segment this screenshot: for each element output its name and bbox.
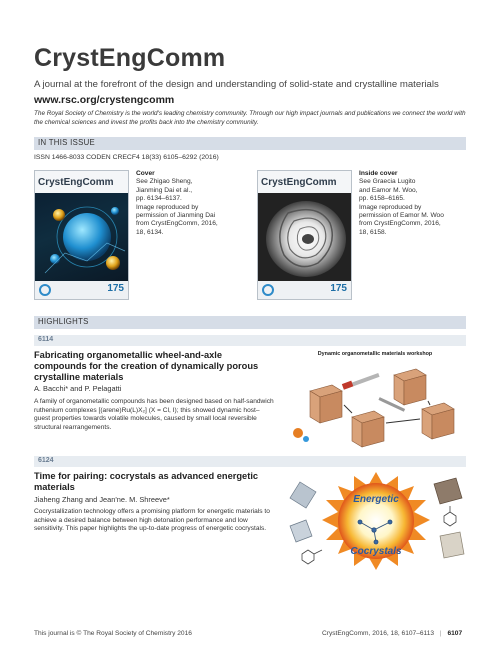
highlight-abstract: A family of organometallic compounds has been designed based on half-sandwich ruthenium complexes [(arene)Ru(L)X₂] (X = Cl, I); this showed dynamic host–guest properties towards volatile molecules, caused by small local reversible structural rearrangements.	[34, 398, 274, 431]
highlight-page-bar	[34, 335, 466, 346]
in-this-issue-bar	[34, 137, 466, 150]
highlight-title[interactable]: Time for pairing: cocrystals as advanced energetic materials	[34, 471, 259, 492]
rsc-logo-icon	[262, 284, 274, 296]
rsc-logo-icon	[39, 284, 51, 296]
footer-citation-text: CrystEngComm, 2016, 18, 6107–6113	[322, 630, 435, 637]
inside-cover-caption: Inside cover See Graecia Lugito and Eamor M. Woo, pp. 6158–6165. Image reproduced by permission of Eamor M. Woo from CrystEngComm, 2016, 18, 6158.	[359, 170, 444, 236]
in-this-issue-heading: IN THIS ISSUE	[38, 138, 96, 147]
highlight-graphic-workshop	[282, 351, 468, 453]
highlights-bar	[34, 316, 466, 329]
graphic-word-cocrystals: Cocrystals	[350, 546, 402, 557]
rsc-blurb: The Royal Society of Chemistry is the world's leading chemistry community. Through our high impact journals and publications we connect the world with the chemical sciences and invest the profits back into the chemistry community.	[34, 110, 466, 126]
issn-line: ISSN 1466-8033 CODEN CRECF4 18(33) 6105–6292 (2016)	[34, 154, 219, 161]
highlight-page-number[interactable]: 6114	[38, 336, 54, 343]
cover-issue-number: 175	[330, 283, 347, 294]
graphic-word-energetic: Energetic	[353, 494, 399, 505]
front-cover-caption: Cover See Zhigao Sheng, Jianming Dai et al., pp. 6134–6137. Image reproduced by permission of Jianming Dai from CrystEngComm, 2016, 18, 6134.	[136, 170, 218, 236]
highlight-page-number[interactable]: 6124	[38, 457, 54, 464]
highlights-heading: HIGHLIGHTS	[38, 317, 89, 326]
front-cover-image[interactable]	[34, 170, 129, 300]
cover-journal-name: CrystEngComm	[38, 177, 114, 188]
highlight-page-bar	[34, 456, 466, 467]
highlight-abstract: Cocrystallization technology offers a promising platform for energetic materials to achieve a desired balance between high detonation performance and low sensitivity. This paper highlights the up-to-date progress of energetic cocrystals.	[34, 508, 270, 532]
highlight-graphic-cocrystals	[280, 470, 468, 572]
cover-issue-number: 175	[107, 283, 124, 294]
footer-citation	[322, 630, 462, 637]
cover-art-spheres	[35, 193, 129, 283]
inside-cover-image[interactable]	[257, 170, 352, 300]
highlight-authors: A. Bacchi* and P. Pelagatti	[34, 384, 122, 393]
journal-title: CrystEngComm	[34, 44, 226, 72]
highlight-title[interactable]: Fabricating organometallic wheel-and-axle compounds for the creation of dynamically porous crystalline materials	[34, 350, 259, 382]
journal-url-link[interactable]: www.rsc.org/crystengcomm	[34, 94, 175, 106]
journal-tagline: A journal at the forefront of the design and understanding of solid-state and crystalline materials	[34, 79, 439, 90]
cover-journal-name: CrystEngComm	[261, 177, 337, 188]
footer-divider: |	[439, 630, 442, 637]
footer-copyright: This journal is © The Royal Society of Chemistry 2016	[34, 630, 192, 637]
highlight-authors: Jiaheng Zhang and Jean'ne. M. Shreeve*	[34, 495, 170, 504]
cover-art-crystal	[258, 193, 352, 283]
graphic-caption: Dynamic organometallic materials workshop	[317, 351, 433, 357]
footer-page-number: 6107	[447, 630, 463, 637]
